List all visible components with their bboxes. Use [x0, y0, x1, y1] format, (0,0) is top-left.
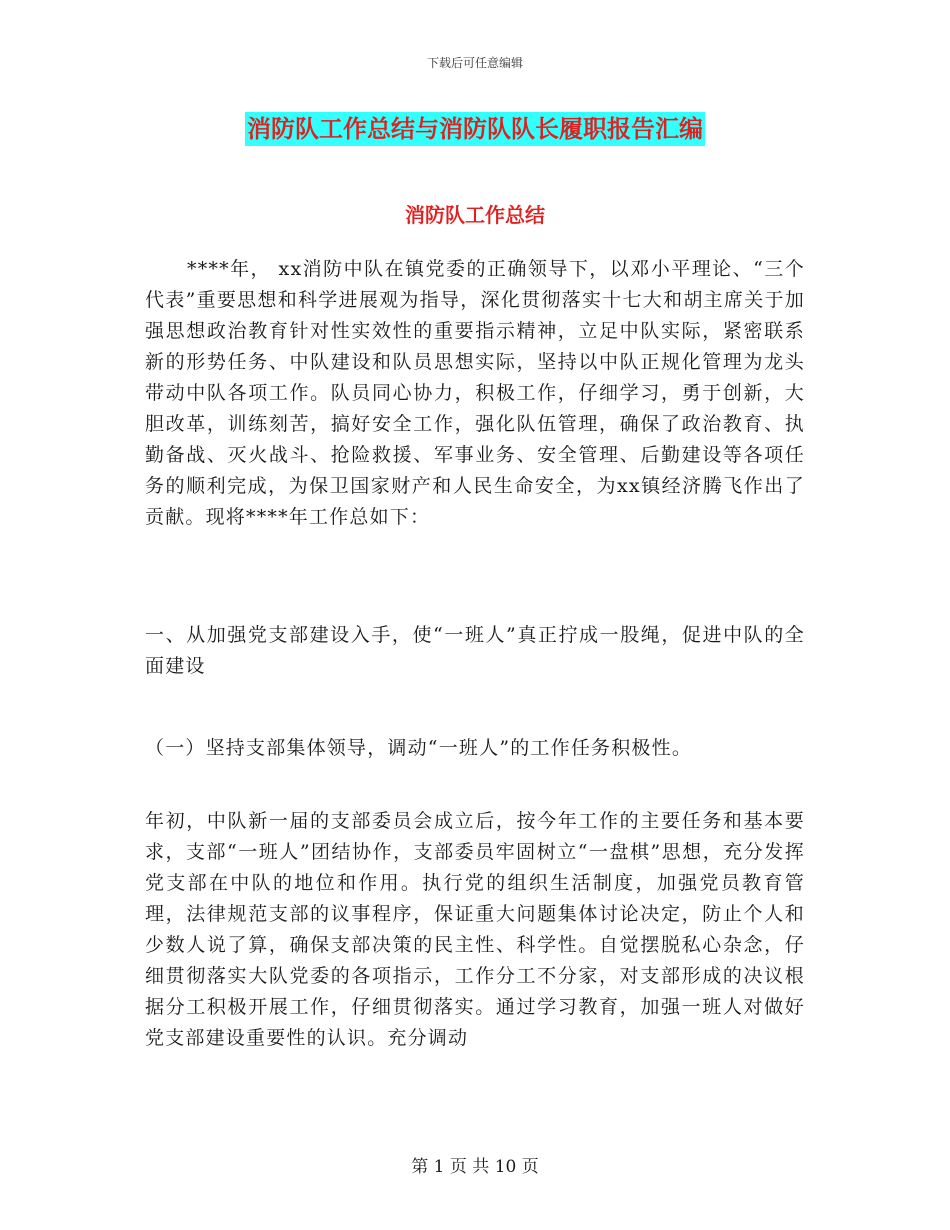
document-title-text: 消防队工作总结与消防队队长履职报告汇编: [245, 112, 705, 146]
document-title: [0, 112, 950, 146]
heading-section-1: 一、从加强党支部建设入手，使“一班人”真正拧成一股绳，促进中队的全面建设: [145, 624, 805, 677]
section-title: 消防队工作总结: [405, 203, 545, 227]
page-number-footer: 第 1 页 共 10 页: [411, 1157, 539, 1177]
heading-subsection-1: （一）坚持支部集体领导，调动“一班人”的工作任务积极性。: [145, 737, 693, 759]
paragraph-intro: ****年， xx消防中队在镇党委的正确领导下，以邓小平理论、“三个代表”重要思想和科学进展观为指导，深化贯彻落实十七大和胡主席关于加强思想政治教育针对性实效性的重要指示精神，立足中队实际，紧密联系新的形势任务、中队建设和队员思想实际，坚持以中队正规化管理为龙头带动中队各项工作。队员同心协力，积极工作，仔细学习，勇于创新，大胆改革，训练刻苦，搞好安全工作，强化队伍管理，确保了政治教育、执勤备战、灭火战斗、抢险救援、军事业务、安全管理、后勤建设等各项任务的顺利完成，为保卫国家财产和人民生命安全，为xx镇经济腾飞作出了贡献。现将****年工作总如下：: [145, 258, 805, 528]
page-header-note: 下载后可任意编辑: [426, 56, 523, 70]
paragraph-subsection-1: 年初，中队新一届的支部委员会成立后，按今年工作的主要任务和基本要求，支部“一班人”团结协作，支部委员牢固树立“一盘棋”思想，充分发挥党支部在中队的地位和作用。执行党的组织生活制度，加强党员教育管理，法律规范支部的议事程序，保证重大问题集体讨论决定，防止个人和少数人说了算，确保支部决策的民主性、科学性。自觉摆脱私心杂念，仔细贯彻落实大队党委的各项指示，工作分工不分家，对支部形成的决议根据分工积极开展工作，仔细贯彻落实。通过学习教育，加强一班人对做好党支部建设重要性的认识。充分调动: [145, 810, 805, 1049]
